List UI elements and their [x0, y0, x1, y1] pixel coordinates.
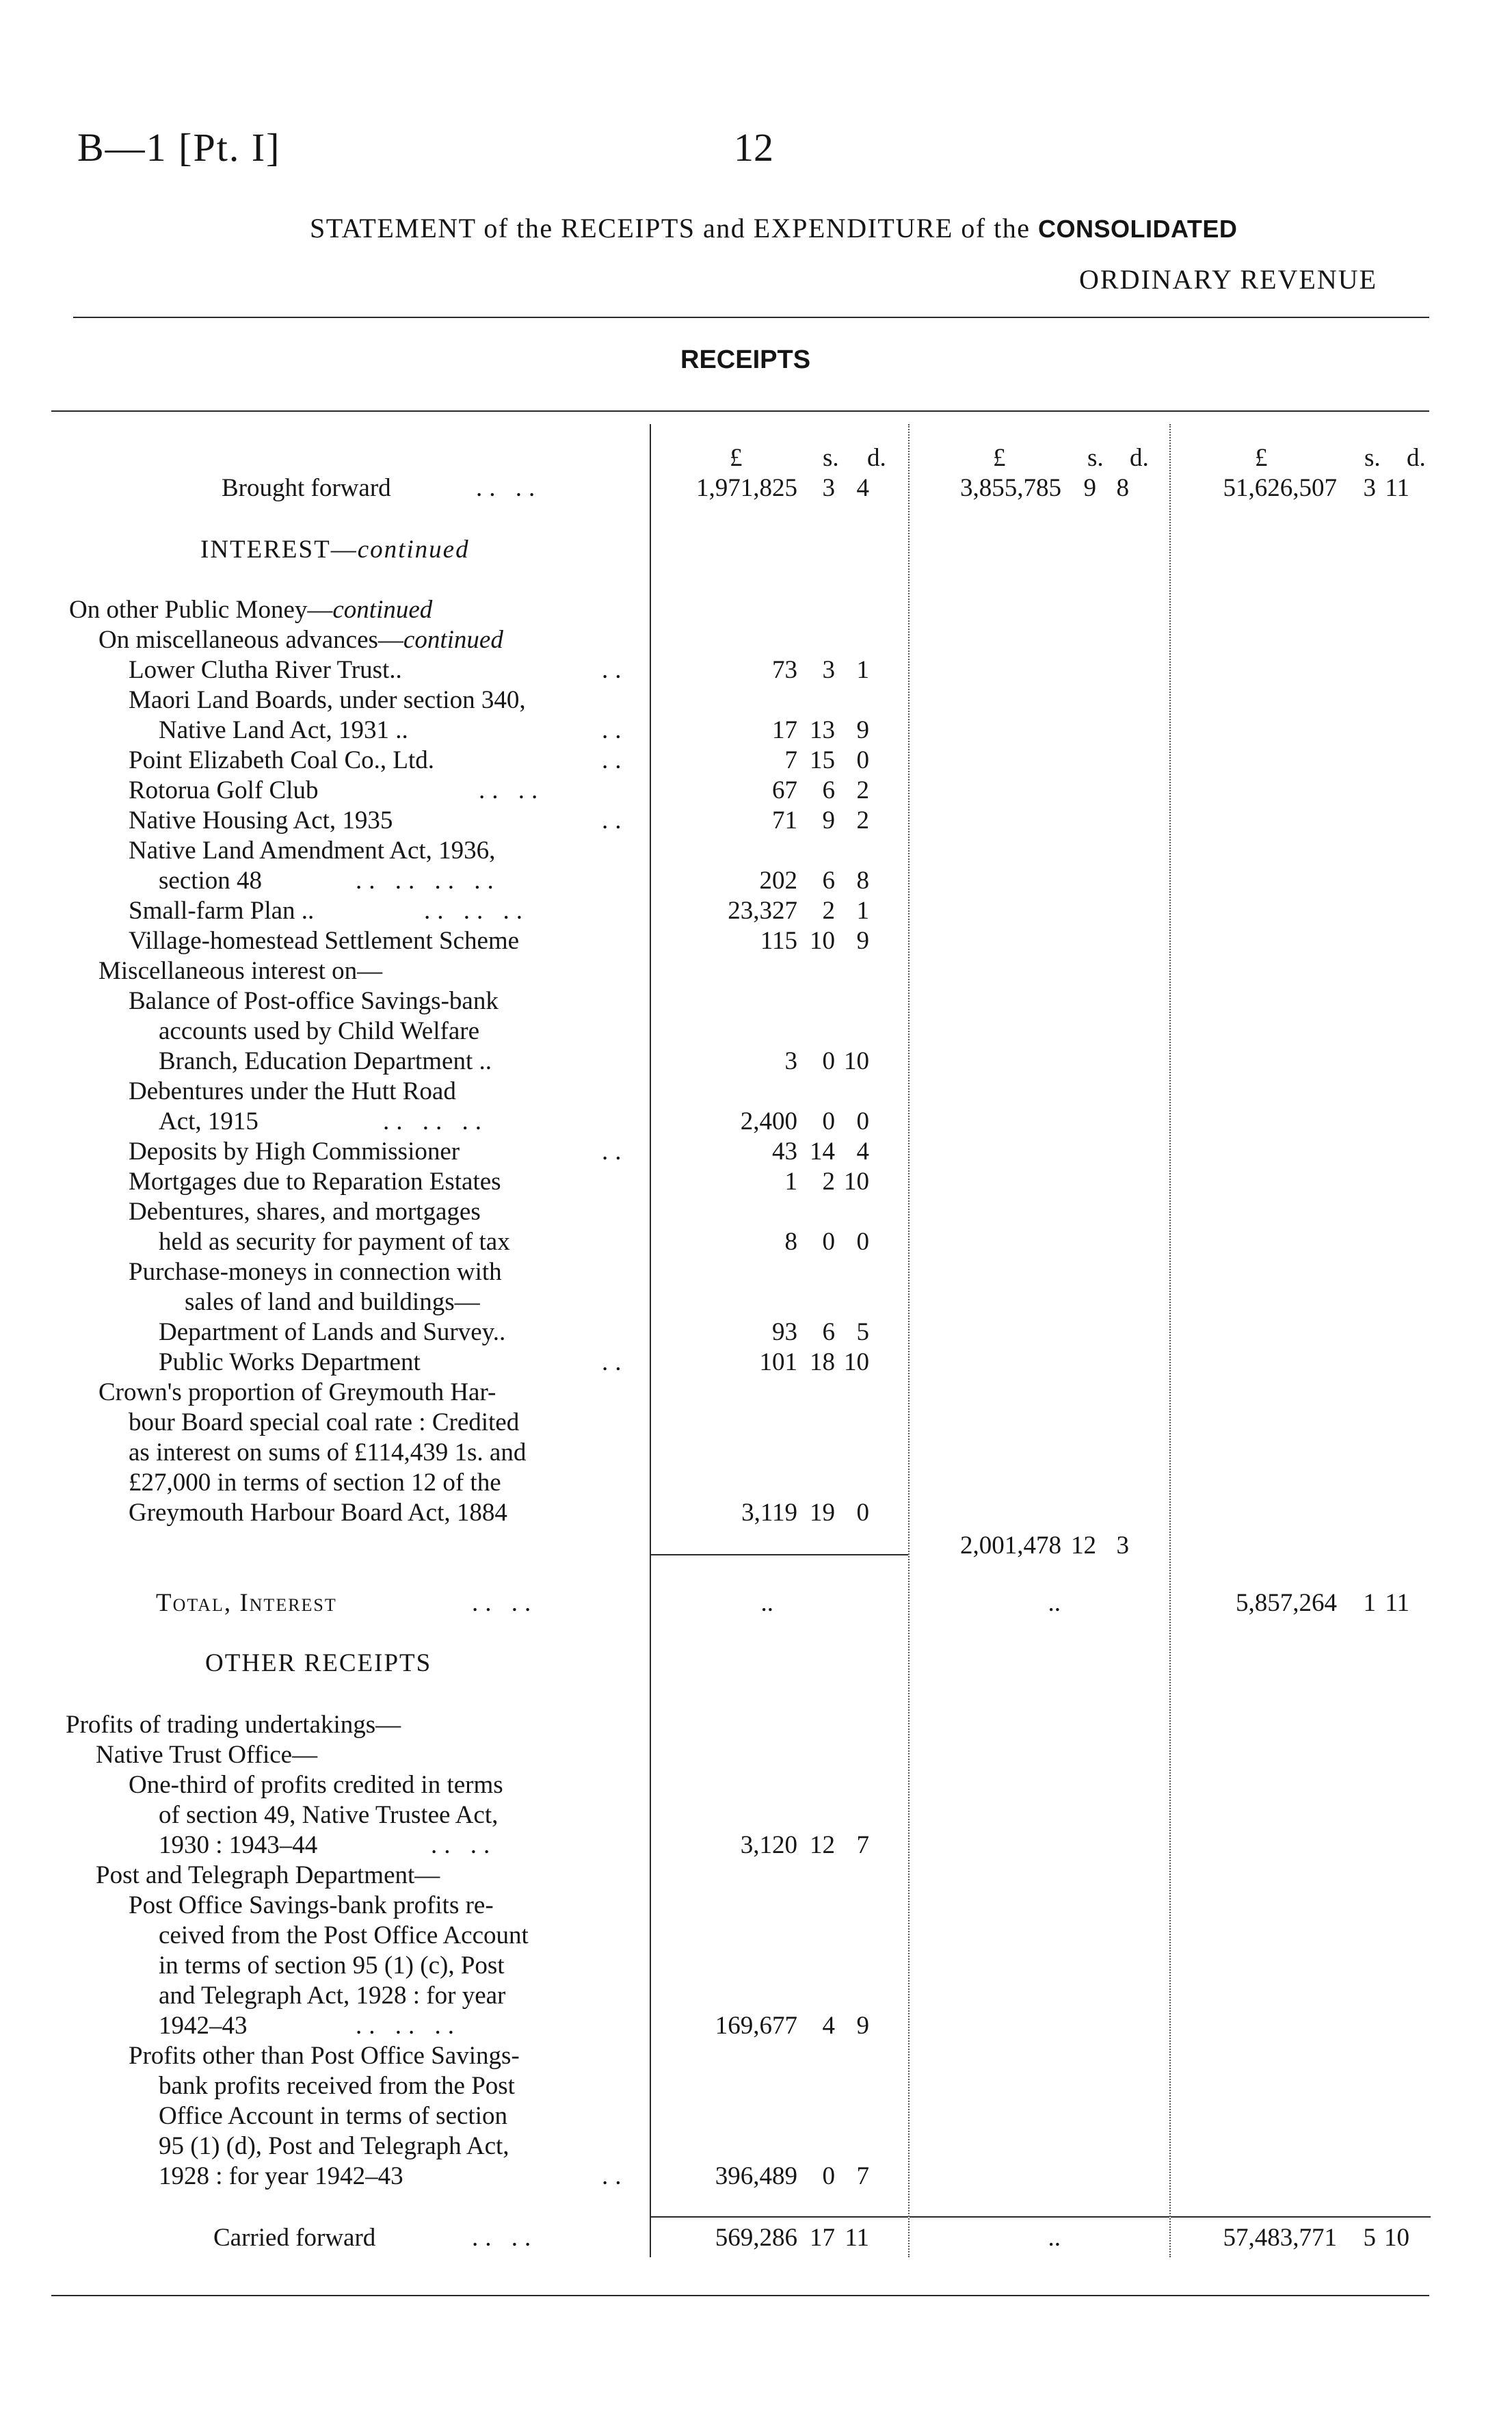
ledger-row	[0, 2131, 1512, 2161]
ledger-row	[0, 896, 1512, 926]
c2-pounds: 3,855,785	[960, 474, 1061, 502]
ledger-row	[0, 473, 1512, 503]
dot-leader: ..	[602, 2162, 628, 2190]
ledger-row	[0, 1891, 1512, 1921]
c1-pence: 2	[856, 776, 869, 804]
c1-pounds: 2,400	[740, 1107, 797, 1135]
c1-pence: 9	[856, 2012, 869, 2040]
ledger-row	[0, 926, 1512, 956]
c1-pounds: 7	[784, 746, 797, 774]
c1-shillings: 19	[810, 1499, 835, 1527]
c1-pence: 10	[844, 1047, 869, 1075]
c1-pence: 0	[856, 1499, 869, 1527]
ledger-row	[0, 595, 1512, 625]
c3-pence: 11	[1385, 474, 1409, 502]
ledger-row	[0, 956, 1512, 986]
c1-pounds: 3	[784, 1047, 797, 1075]
c1-pence: 7	[856, 1831, 869, 1859]
row-label: Post and Telegraph Department—	[96, 1861, 440, 1889]
ledger-row	[0, 1197, 1512, 1227]
row-label: Debentures, shares, and mortgages	[129, 1198, 481, 1226]
row-label: Native Land Act, 1931 ..	[159, 716, 408, 744]
ledger-row	[0, 2011, 1512, 2041]
col-header-2-shilling: s.	[1087, 444, 1104, 472]
c1-shillings: 10	[810, 927, 835, 955]
c1-pounds: 1,971,825	[696, 474, 797, 502]
row-label: held as security for payment of tax	[159, 1228, 510, 1256]
col-header-1-pence: d.	[867, 444, 886, 472]
c1-shillings: 18	[810, 1348, 835, 1376]
row-label: Department of Lands and Survey..	[159, 1318, 506, 1346]
c1-pounds: 3,120	[740, 1831, 797, 1859]
c1-pence: 4	[856, 474, 869, 502]
row-label: Branch, Education Department ..	[159, 1047, 492, 1075]
ledger-row	[0, 1648, 1512, 1679]
c1-shillings: 12	[810, 1831, 835, 1859]
dot-leader: .. .. ..	[383, 1107, 488, 1135]
c1-shillings: 2	[822, 1168, 835, 1196]
ledger-row	[0, 1317, 1512, 1348]
col-header-1-pound: £	[730, 444, 743, 472]
c1-pence: 9	[856, 716, 869, 744]
row-label: Crown's proportion of Greymouth Har-	[98, 1378, 496, 1406]
dot-leader: ..	[602, 806, 628, 835]
c1-pence: 11	[845, 2224, 869, 2252]
row-label: Brought forward	[222, 474, 391, 502]
c3-pence: 10	[1384, 2224, 1409, 2252]
ledger-row	[0, 535, 1512, 565]
c2-pence: 8	[1116, 474, 1129, 502]
c3-shillings: 1	[1363, 1589, 1376, 1617]
statement-title-bold: CONSOLIDATED	[1038, 215, 1238, 243]
ledger-row	[0, 2161, 1512, 2192]
ledger-row	[0, 655, 1512, 685]
c1-pounds: 23,327	[728, 897, 797, 925]
c1-pence: 5	[856, 1318, 869, 1346]
ledger-row	[0, 715, 1512, 746]
dot-leader: .. .. ..	[424, 897, 529, 925]
c1-pounds: 169,677	[715, 2012, 797, 2040]
row-label: 1930 : 1943–44	[159, 1831, 318, 1859]
c1-pounds: 43	[772, 1138, 797, 1166]
c1-shillings: 13	[810, 716, 835, 744]
row-label: On other Public Money—continued	[69, 596, 433, 624]
row-label: Act, 1915	[159, 1107, 258, 1135]
dot-leader: ..	[602, 1138, 628, 1166]
dot-leader: .. ..	[472, 1589, 538, 1617]
col-header-3-pound: £	[1255, 444, 1268, 472]
continued-italic: continued	[403, 626, 503, 654]
row-label: Post Office Savings-bank profits re-	[129, 1891, 494, 1919]
c1-pence: 10	[844, 1168, 869, 1196]
row-label: ceived from the Post Office Account	[159, 1921, 529, 1949]
ledger-row	[0, 1378, 1512, 1408]
dot-leader: .. ..	[476, 474, 542, 502]
dot-leader: ..	[602, 746, 628, 774]
c1-shillings: 2	[822, 897, 835, 925]
row-label: Point Elizabeth Coal Co., Ltd.	[129, 746, 435, 774]
dot-leader: .. ..	[479, 776, 545, 804]
c1-shillings: 9	[822, 806, 835, 835]
c1-shillings: 15	[810, 746, 835, 774]
ledger-row	[0, 2101, 1512, 2131]
c1-pounds: 1	[784, 1168, 797, 1196]
ledger-row	[0, 806, 1512, 836]
ledger-row	[0, 2041, 1512, 2071]
page-number: 12	[734, 125, 773, 170]
ledger-row	[0, 1227, 1512, 1257]
ledger-row	[0, 1800, 1512, 1830]
ledger-row	[0, 2223, 1512, 2253]
dot-leader: ..	[602, 716, 628, 744]
ledger-row	[0, 1531, 1512, 1561]
c1-pounds: 67	[772, 776, 797, 804]
ledger-row	[0, 1588, 1512, 1618]
c1-pounds: 115	[760, 927, 797, 955]
row-label: Small-farm Plan ..	[129, 897, 315, 925]
row-label: and Telegraph Act, 1928 : for year	[159, 1982, 506, 2010]
c1-pounds: 3,119	[741, 1499, 797, 1527]
dot-leader: .. .. ..	[356, 2012, 461, 2040]
ledger-row	[0, 1257, 1512, 1287]
ledger-row	[0, 776, 1512, 806]
dot-leader: .. .. .. ..	[356, 867, 501, 895]
ledger-row	[0, 1438, 1512, 1468]
c3-pence: 11	[1385, 1589, 1409, 1617]
row-label: INTEREST—continued	[200, 536, 470, 564]
c1-pence: 2	[856, 806, 869, 835]
c1-pence: 1	[856, 897, 869, 925]
ledger-row	[0, 1830, 1512, 1861]
ledger-row	[0, 1981, 1512, 2011]
c1-pounds: 569,286	[715, 2224, 797, 2252]
row-label: Native Housing Act, 1935	[129, 806, 393, 835]
row-label: Lower Clutha River Trust..	[129, 656, 402, 684]
c1-shillings: 3	[822, 474, 835, 502]
c3-pounds: 57,483,771	[1223, 2224, 1337, 2252]
row-label: Carried forward	[213, 2224, 376, 2252]
c1-shillings: 6	[822, 867, 835, 895]
row-label: Mortgages due to Reparation Estates	[129, 1168, 501, 1196]
c1-shillings: 0	[822, 1107, 835, 1135]
col-header-3-shilling: s.	[1364, 444, 1381, 472]
c1-pence: 7	[856, 2162, 869, 2190]
row-label: bour Board special coal rate : Credited	[129, 1408, 520, 1436]
row-label: accounts used by Child Welfare	[159, 1017, 479, 1045]
ledger-row	[0, 1921, 1512, 1951]
c2dots-leader: ..	[1048, 2224, 1061, 2252]
ledger-row	[0, 1408, 1512, 1438]
ledger-row	[0, 1167, 1512, 1197]
row-label: Native Land Amendment Act, 1936,	[129, 837, 496, 865]
col-header-1-shilling: s.	[823, 444, 839, 472]
row-label: Maori Land Boards, under section 340,	[129, 686, 526, 714]
row-label: Office Account in terms of section	[159, 2102, 507, 2130]
c2-shillings: 9	[1083, 474, 1096, 502]
receipts-heading: RECEIPTS	[680, 345, 811, 374]
c1dots-leader: ..	[760, 1589, 773, 1617]
statement-subtitle: ORDINARY REVENUE	[1079, 264, 1378, 295]
row-label: On miscellaneous advances—continued	[98, 626, 503, 654]
row-label: Miscellaneous interest on—	[98, 957, 383, 985]
row-label: bank profits received from the Post	[159, 2072, 515, 2100]
row-label: 95 (1) (d), Post and Telegraph Act,	[159, 2132, 509, 2160]
c1-pounds: 93	[772, 1318, 797, 1346]
col-header-2-pound: £	[993, 444, 1006, 472]
c1-pounds: 71	[772, 806, 797, 835]
c1-pence: 10	[844, 1348, 869, 1376]
continued-italic: continued	[332, 596, 433, 624]
ledger-row	[0, 685, 1512, 715]
row-label: in terms of section 95 (1) (c), Post	[159, 1952, 505, 1980]
ledger-row	[0, 625, 1512, 655]
c1-pounds: 202	[759, 867, 797, 895]
ledger-row	[0, 1137, 1512, 1167]
row-label: Purchase-moneys in connection with	[129, 1258, 502, 1286]
row-label: Debentures under the Hutt Road	[129, 1077, 456, 1105]
row-label: section 48	[159, 867, 263, 895]
ledger-row	[0, 2071, 1512, 2101]
c1-pence: 0	[856, 1228, 869, 1256]
c1-pounds: 396,489	[715, 2162, 797, 2190]
c3-pounds: 51,626,507	[1223, 474, 1337, 502]
c1-shillings: 3	[822, 656, 835, 684]
c1-shillings: 17	[810, 2224, 835, 2252]
c1-pounds: 73	[772, 656, 797, 684]
ledger-row	[0, 1077, 1512, 1107]
c3-pounds: 5,857,264	[1236, 1589, 1337, 1617]
c1-shillings: 0	[822, 1047, 835, 1075]
ledger-row	[0, 866, 1512, 896]
ledger-row	[0, 1016, 1512, 1047]
c2-pounds: 2,001,478	[960, 1532, 1061, 1560]
c3-shillings: 5	[1363, 2224, 1376, 2252]
row-label: One-third of profits credited in terms	[129, 1771, 503, 1799]
row-label: Profits other than Post Office Savings-	[129, 2042, 520, 2070]
c2-shillings: 12	[1071, 1532, 1096, 1560]
doc-ref: B—1 [Pt. I]	[77, 125, 281, 170]
row-label: as interest on sums of £114,439 1s. and	[129, 1438, 527, 1467]
row-label: 1928 : for year 1942–43	[159, 2162, 403, 2190]
c1-pence: 0	[856, 746, 869, 774]
c1-shillings: 0	[822, 2162, 835, 2190]
dot-leader: .. ..	[431, 1831, 497, 1859]
row-label: Deposits by High Commissioner	[129, 1138, 460, 1166]
ledger-row	[0, 1107, 1512, 1137]
col-header-3-pence: d.	[1407, 444, 1426, 472]
row-label: Public Works Department	[159, 1348, 421, 1376]
row-label: Greymouth Harbour Board Act, 1884	[129, 1499, 507, 1527]
ledger-row	[0, 1770, 1512, 1800]
ledger-row	[0, 1951, 1512, 1981]
c1-pence: 9	[856, 927, 869, 955]
col-header-2-pence: d.	[1130, 444, 1149, 472]
c3-shillings: 3	[1363, 474, 1376, 502]
ledger-row	[0, 836, 1512, 866]
c1-shillings: 0	[822, 1228, 835, 1256]
c1-pence: 0	[856, 1107, 869, 1135]
dot-leader: ..	[602, 656, 628, 684]
ledger-row	[0, 1047, 1512, 1077]
c1-shillings: 6	[822, 776, 835, 804]
c1-shillings: 14	[810, 1138, 835, 1166]
c1-shillings: 6	[822, 1318, 835, 1346]
row-label: Rotorua Golf Club	[129, 776, 319, 804]
row-label: Native Trust Office—	[96, 1741, 318, 1769]
dot-leader: ..	[602, 1348, 628, 1376]
c2-pence: 3	[1116, 1532, 1129, 1560]
row-label: sales of land and buildings—	[185, 1288, 480, 1316]
ledger-row	[0, 1861, 1512, 1891]
statement-title-prefix: STATEMENT of the RECEIPTS and EXPENDITURE of the	[310, 213, 1039, 244]
row-label: £27,000 in terms of section 12 of the	[129, 1469, 501, 1497]
row-label: Village-homestead Settlement Scheme	[129, 927, 520, 955]
ledger-row	[0, 746, 1512, 776]
row-label: Balance of Post-office Savings-bank	[129, 987, 499, 1015]
row-label: 1942–43	[159, 2012, 248, 2040]
c1-pounds: 101	[759, 1348, 797, 1376]
row-label: of section 49, Native Trustee Act,	[159, 1801, 499, 1829]
continued-italic: continued	[357, 536, 470, 564]
ledger-row	[0, 1348, 1512, 1378]
row-label: Profits of trading undertakings—	[66, 1711, 401, 1739]
c1-pence: 4	[856, 1138, 869, 1166]
ledger-row	[0, 1710, 1512, 1740]
c1-pence: 1	[856, 656, 869, 684]
c1-pounds: 8	[784, 1228, 797, 1256]
row-label: OTHER RECEIPTS	[205, 1649, 432, 1677]
c1-pounds: 17	[772, 716, 797, 744]
ledger-row	[0, 986, 1512, 1016]
ledger-row	[0, 1740, 1512, 1770]
ledger-row	[0, 1498, 1512, 1528]
c2dots-leader: ..	[1048, 1589, 1061, 1617]
dot-leader: .. ..	[472, 2224, 538, 2252]
ledger-row	[0, 1468, 1512, 1498]
c1-pence: 8	[856, 867, 869, 895]
row-label: Total, Interest	[156, 1589, 337, 1617]
c1-shillings: 4	[822, 2012, 835, 2040]
ledger-row	[0, 1287, 1512, 1317]
